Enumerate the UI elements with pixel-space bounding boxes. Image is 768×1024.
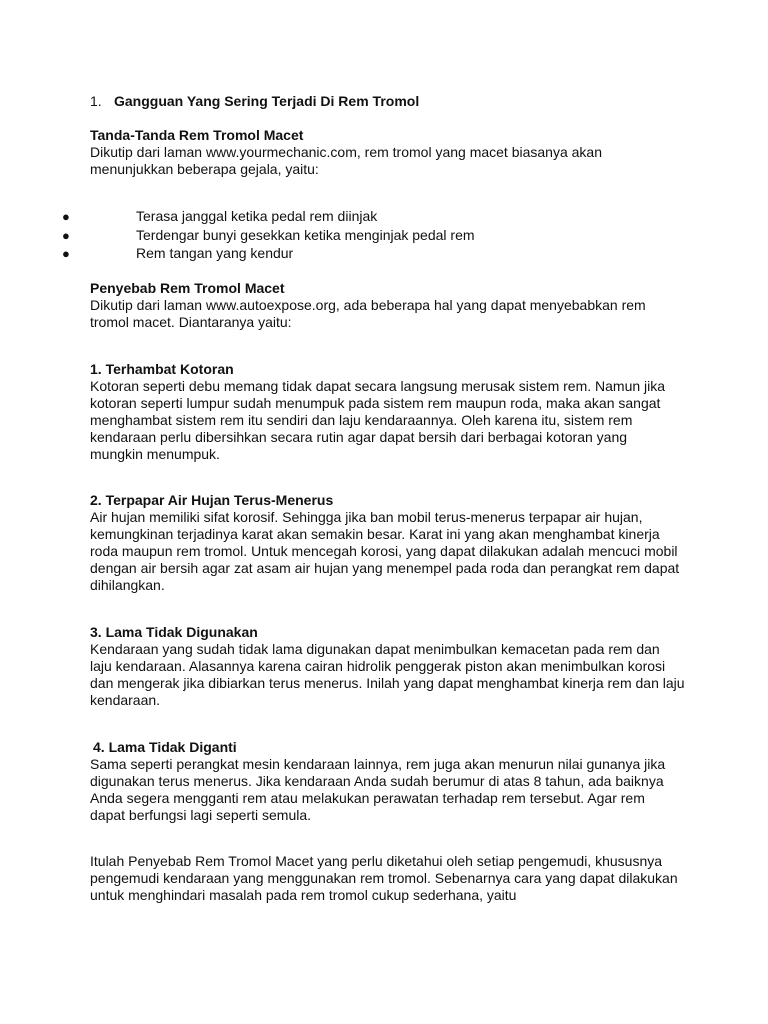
list-item-text: Terasa janggal ketika pedal rem diinjak xyxy=(136,208,378,224)
cause-body-2: Air hujan memiliki sifat korosif. Sehingga jika ban mobil terus-menerus terpapar air hujan, kemungkinan terjadinya karat akan semakin besar. Karat ini yang akan menghambat kinerja roda maupun rem tromol. Untuk mencegah korosi, yang dapat dilakukan adalah mencuci mobil dengan air bersih agar zat asam air hujan yang menempel pada roda dan perangkat rem dapat dihilangkan. xyxy=(90,509,680,593)
section-title-signs: Tanda-Tanda Rem Tromol Macet xyxy=(90,127,304,143)
bullet-icon: ● xyxy=(62,227,70,243)
heading-number: 1. xyxy=(90,93,102,109)
cause-title-4: 4. Lama Tidak Diganti xyxy=(93,739,237,755)
closing-paragraph: Itulah Penyebab Rem Tromol Macet yang perlu diketahui oleh setiap pengemudi, khususnya pengemudi kendaraan yang menggunakan rem tromol. Sebenarnya cara yang dapat dilakukan untuk menghindari masalah pada rem tromol cukup sederhana, yaitu xyxy=(90,853,678,903)
list-item xyxy=(0,245,768,264)
cause-title-2: 2. Terpapar Air Hujan Terus-Menerus xyxy=(90,492,334,508)
main-heading xyxy=(90,93,690,110)
list-item-text: Rem tangan yang kendur xyxy=(136,245,294,261)
bullet-icon: ● xyxy=(62,246,70,261)
symptom-list xyxy=(0,208,768,264)
section-body-causes: Dikutip dari laman www.autoexpose.org, ada beberapa hal yang dapat menyebabkan rem tromol macet. Diantaranya yaitu: xyxy=(90,297,646,330)
cause-title-3: 3. Lama Tidak Digunakan xyxy=(90,624,258,640)
list-item xyxy=(0,227,768,246)
cause-title-1: 1. Terhambat Kotoran xyxy=(90,361,234,377)
section-body-signs: Dikutip dari laman www.yourmechanic.com, rem tromol yang macet biasanya akan menunjukkan beberapa gejala, yaitu: xyxy=(90,144,602,177)
list-item-text: Terdengar bunyi gesekkan ketika menginjak pedal rem xyxy=(136,226,475,243)
cause-body-4: Sama seperti perangkat mesin kendaraan lainnya, rem juga akan menurun nilai gunanya jika digunakan terus menerus. Jika kendaraan Anda sudah berumur di atas 8 tahun, ada baiknya Anda segera mengganti rem atau melakukan perawatan terhadap rem tersebut. Agar rem dapat berfungsi lagi seperti semula. xyxy=(90,756,666,823)
section-title-causes: Penyebab Rem Tromol Macet xyxy=(90,280,285,296)
heading-text: Gangguan Yang Sering Terjadi Di Rem Tromol xyxy=(114,93,420,109)
cause-body-1: Kotoran seperti debu memang tidak dapat secara langsung merusak sistem rem. Namun jika kotoran seperti lumpur sudah menumpuk pada sistem rem maupun roda, maka akan sangat menghambat sistem rem itu sendiri dan laju kendaraannya. Oleh karena itu, sistem rem kendaraan perlu dibersihkan secara rutin agar dapat bersih dari berbagai kotoran yang mungkin menumpuk. xyxy=(90,378,666,462)
bullet-icon: ● xyxy=(62,209,70,224)
cause-body-3: Kendaraan yang sudah tidak lama digunakan dapat menimbulkan kemacetan pada rem dan laju kendaraan. Alasannya karena cairan hidrolik penggerak piston akan menimbulkan korosi dan mengerak jika dibiarkan terus menerus. Inilah yang dapat menghambat kinerja rem dan laju kendaraan. xyxy=(90,641,685,708)
list-item xyxy=(0,208,768,227)
